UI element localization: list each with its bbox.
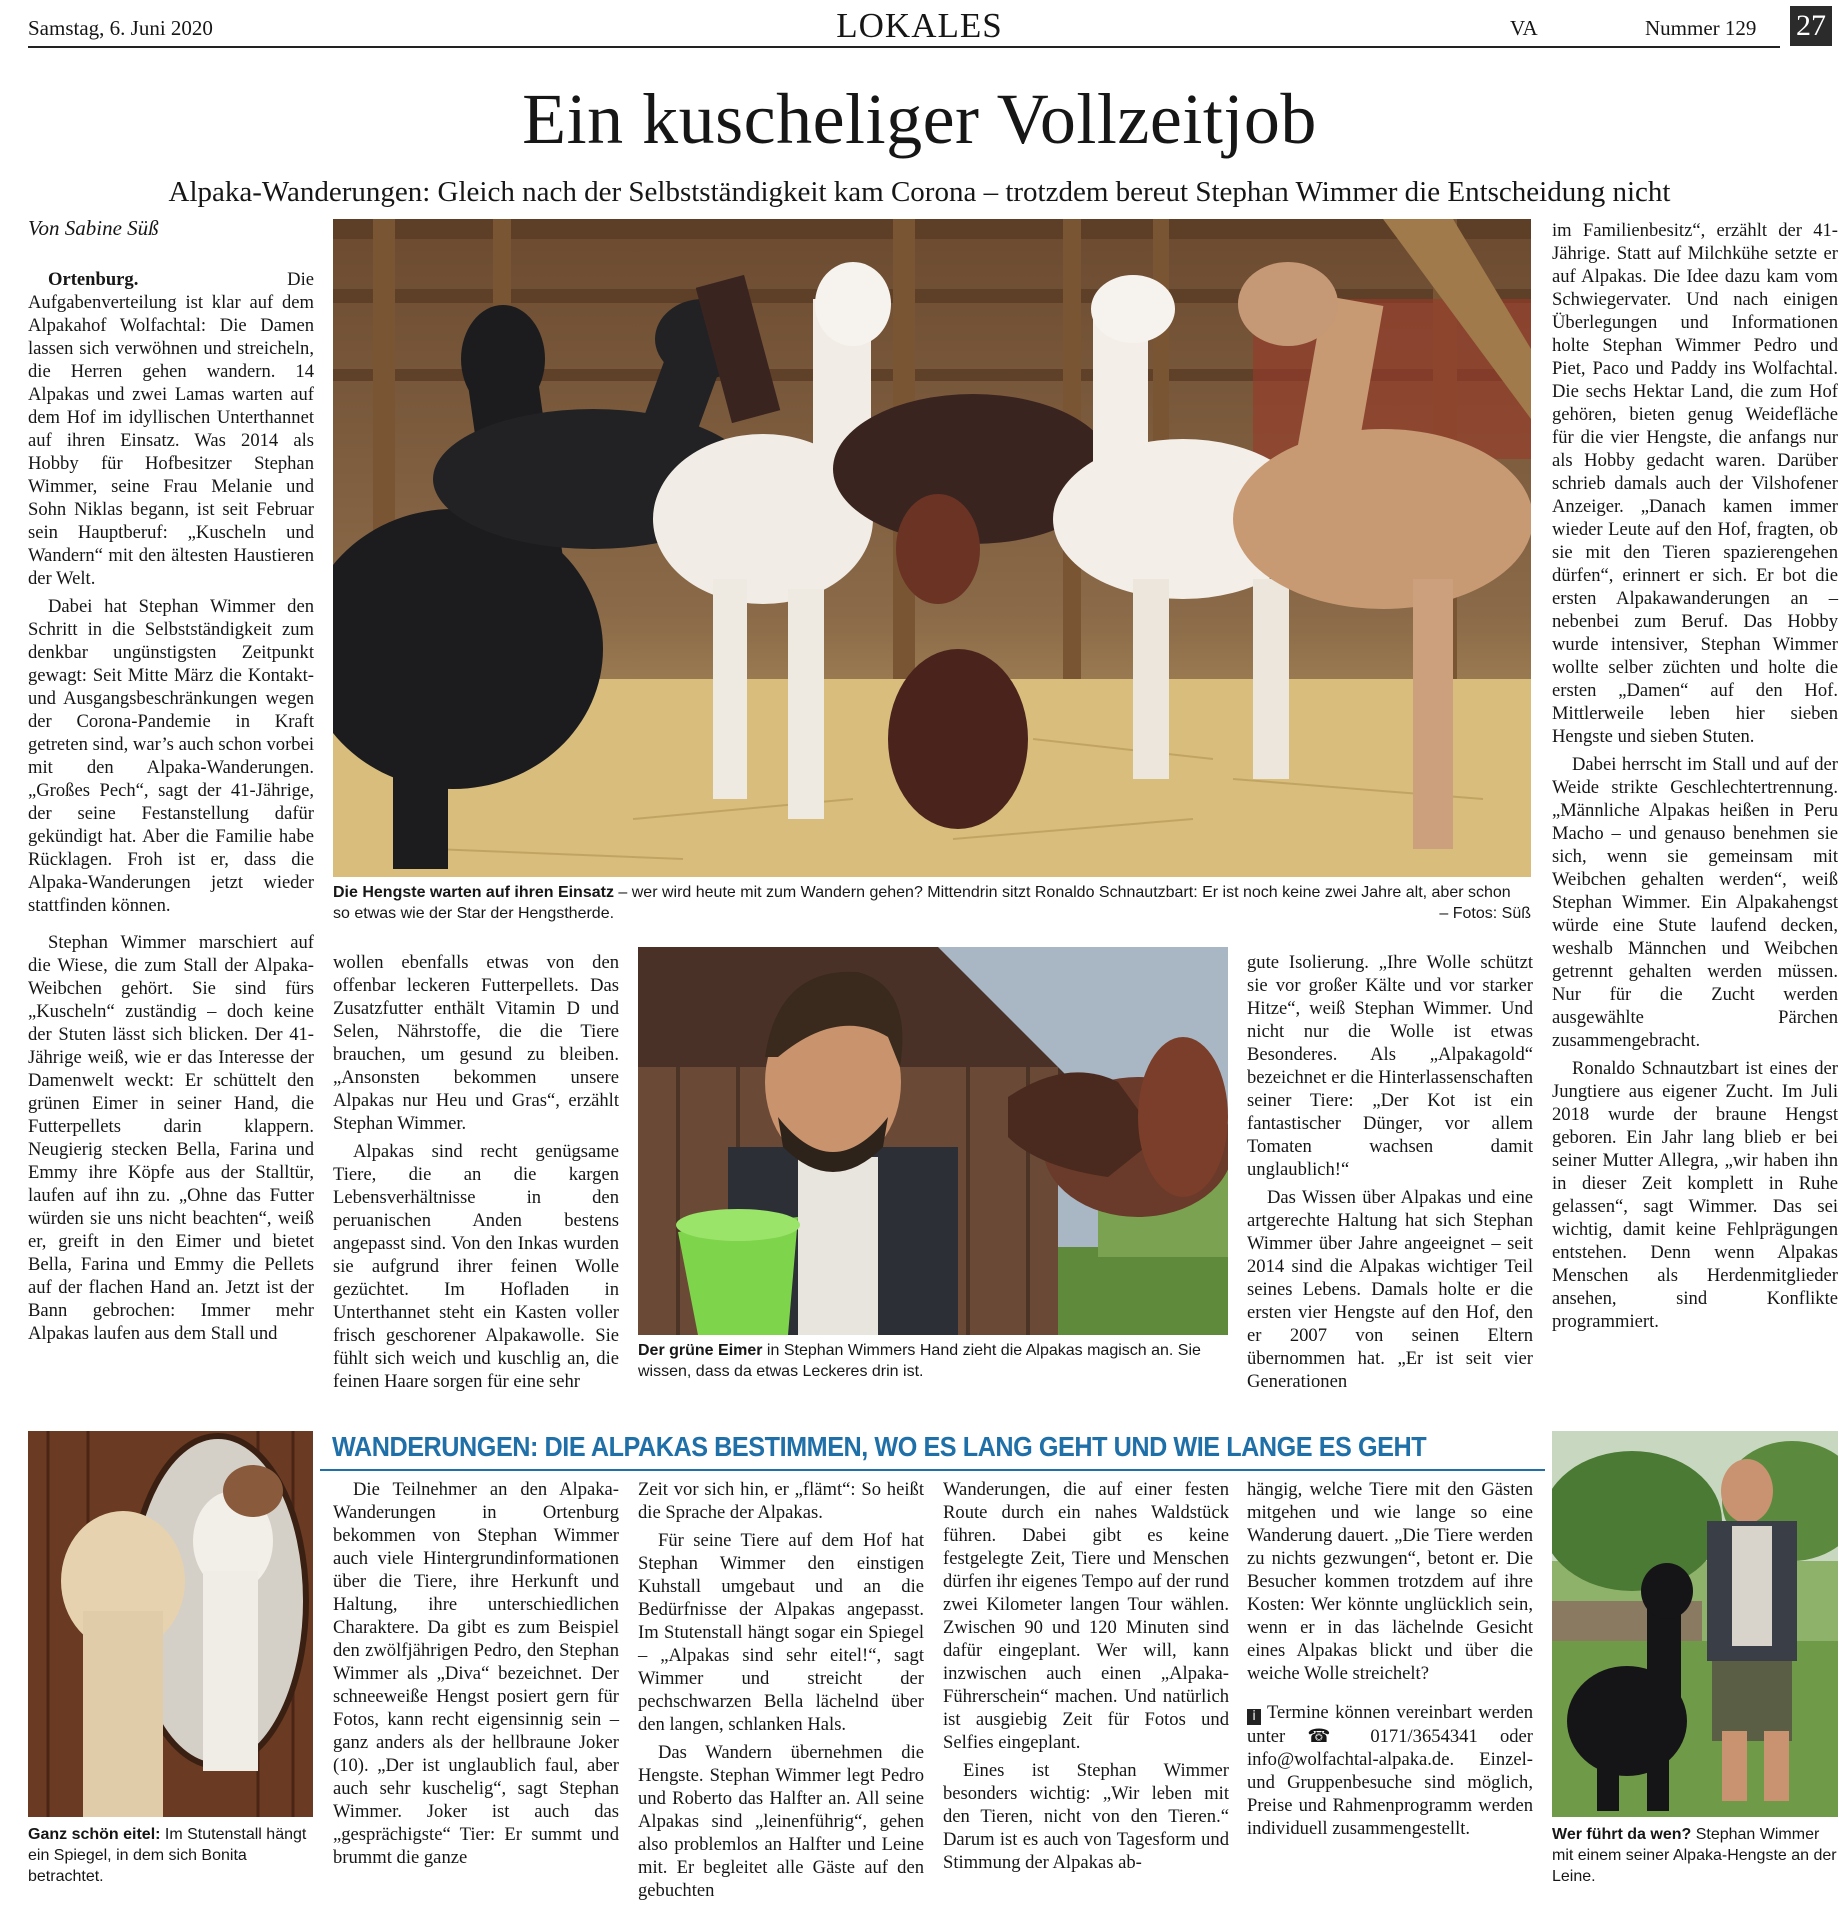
paragraph: Das Wissen über Alpakas und eine artgerechte Haltung hat sich Stephan Wimmer über Jahre angeeignet – seit 2014 sind die Alpakas wichtiger Teil seines Lebens. Damals holte er die ersten vier Hengste auf den Hof, den er 2007 von seinen Eltern übernommen hat. „Er ist seit vier Generationen — [1247, 1187, 1533, 1392]
paragraph: Eines ist Stephan Wimmer besonders wichtig: „Wir leben mit den Tieren, nicht von den Tieren.“ Darum ist es auch von Tagesform und Stimmung der Alpakas ab- — [943, 1760, 1229, 1873]
page-number: 27 — [1790, 6, 1832, 46]
main-photo-alpacas-barn — [333, 219, 1531, 877]
walk-photo-caption — [1552, 1824, 1838, 1887]
paragraph: Ronaldo Schnautzbart ist eines der Jungtiere aus eigener Zucht. Im Juli 2018 wurde der braune Hengst geboren. Ein Jahr lang blieb er bei seiner Mutter Allegra, „wir haben ihn in dieser Zeit komplett in Ruhe gelassen“, sagt Wimmer. Das sei wichtig, damit keine Fehlprägungen entstehen. Denn wenn Alpakas Menschen als Herdenmitglieder ansehen, sind Konflikte programmiert. — [1552, 1058, 1838, 1332]
info-icon: i — [1247, 1709, 1261, 1725]
issue-number: Nummer 129 — [1645, 16, 1757, 40]
paragraph: Alpakas sind recht genügsame Tiere, die an die kargen Lebensverhältnisse in den peruanischen Anden bestens angepasst sind. Von den Inkas wurden sie aufgrund ihrer feinen Wolle gezüchtet. Im Hofladen in Unterthannet steht ein Kasten voller frisch geschorener Alpakawolle. Sie fühlt sich weich und kuschlig an, die feinen Haare sorgen für eine sehr — [333, 1141, 619, 1392]
edition-label: VA — [1510, 16, 1538, 40]
walk-photo — [1552, 1431, 1838, 1817]
mirror-photo-caption — [28, 1824, 313, 1887]
article-column-4 — [1552, 219, 1838, 1333]
paragraph: Für seine Tiere auf dem Hof hat Stephan Wimmer den einstigen Kuhstall umgebaut und an die Bedürfnisse der Alpakas angepasst. Im Stutenstall hängt sogar ein Spiegel – „Alpakas sind sehr eitel!“, sagt Wimmer und streicht der pechschwarzen Bella lächelnd über den langen, schlanken Hals. — [638, 1530, 924, 1735]
paragraph: hängig, welche Tiere mit den Gästen mitgehen und wie lange so eine Wanderung dauert. „Die Tiere werden zu nichts gezwungen“, betont er. Die Besucher kommen trotzdem auf ihre Kosten: Wer könnte unglücklich sein, wenn er in das lächelnde Gesicht eines Alpakas blickt und über die weiche Wolle streichelt? — [1247, 1479, 1533, 1684]
photo-credit: – Fotos: Süß — [1439, 905, 1531, 922]
headline: Ein kuscheliger Vollzeitjob — [522, 79, 1317, 159]
paragraph: gute Isolierung. „Ihre Wolle schützt sie vor großer Kälte und vor starker Hitze“, weiß Stephan Wimmer. Und nicht nur die Wolle ist etwas Besonderes. Als „Alpakagold“ bezeichnet er die Hinterlassenschaften seiner Tiere: „Der Kot ist ein fantastischer Dünger, vor allem Tomaten wachsen damit unglaublich!“ — [1247, 952, 1533, 1180]
subheadline: Alpaka-Wanderungen: Gleich nach der Selbstständigkeit kam Corona – trotzdem bereut Stephan Wimmer die Entscheidung nicht — [168, 176, 1671, 208]
caption-text: in Stephan Wimmers Hand zieht die Alpakas magisch an. Sie wissen, dass da etwas Leckeres drin ist. — [638, 1342, 1201, 1380]
dateline: Ortenburg. — [48, 269, 139, 290]
box-title: WANDERUNGEN: DIE ALPAKAS BESTIMMEN, WO ES LANG GEHT UND WIE LANGE ES GEHT — [332, 1431, 1427, 1462]
paragraph: Dabei herrscht im Stall und auf der Weide strikte Geschlechtertrennung. „Männliche Alpakas heißen in Peru Macho – und genauso benehmen sie sich, wenn sie gemeinsam mit Weibchen gehalten werden“, weiß Stephan Wimmer. Ein Alpakahengst würde eine Stute laufend decken, weshalb Männchen und Weibchen getrennt gehalten werden müssen. Nur für die Zucht werden ausgewählte Pärchen zusammengebracht. — [1552, 754, 1838, 1051]
paragraph: Wanderungen, die auf einer festen Route durch ein nahes Waldstück führen. Dabei gibt es keine festgelegte Zeit, Tiere und Menschen dürfen ihr eigenes Tempo auf der rund zwei Kilometer langen Tour wählen. Zwischen 90 und 120 Minuten sind dafür eingeplant. Wer will, kann inzwischen auch einen „Alpaka-Führerschein“ machen. Und natürlich ist ausgiebig Zeit für Fotos und Selfies eingeplant. — [943, 1479, 1229, 1753]
article-column-3 — [1247, 951, 1533, 1393]
article-column-1 — [28, 268, 314, 1345]
box-column-1 — [333, 1478, 619, 1869]
caption-lead: Ganz schön eitel: — [28, 1826, 161, 1843]
bucket-photo — [638, 947, 1228, 1335]
box-title-rule — [320, 1469, 1545, 1471]
caption-text: Stephan Wimmer mit einem seiner Alpaka-Hengste an der Leine. — [1552, 1826, 1837, 1885]
paragraph: wollen ebenfalls etwas von den offenbar leckeren Futterpellets. Das Zusatzfutter enthält Vitamin D und Selen, Nährstoffe, die die Tiere brauchen, um gesund zu bleiben. „Ansonsten bekommen unsere Alpakas nur Heu und Gras“, erzählt Stephan Wimmer. — [333, 952, 619, 1134]
box-column-2 — [638, 1478, 924, 1902]
bucket-photo-caption — [638, 1340, 1228, 1382]
box-column-3 — [943, 1478, 1229, 1874]
paragraph: im Familienbesitz“, erzählt der 41-Jährige. Statt auf Milchkühe setzte er auf Alpakas. Die Idee dazu kam vom Schwiegervater. Und nach einigen Überlegungen und Informationen holte Stephan Wimmer Pedro und Piet, Paco und Paddy ins Wolfachtal. Die sechs Hektar Land, die zum Hof gehören, bieten genug Weidefläche für die vier Hengste, die anfangs nur als Hobby gedacht waren. Darüber schrieb damals auch der Vilshofener Anzeiger. „Danach kamen immer wieder Leute auf den Hof, fragten, ob sie mit den Tieren spazierengehen dürfen“, erinnert er sich. Er bot die ersten Alpakawanderungen an – nebenbei zum Beruf. Das Hobby wurde intensiver, Stephan Wimmer wollte selber züchten und holte die ersten „Damen“ auf den Hof. Mittlerweile leben hier sieben Hengste und sieben Stuten. — [1552, 220, 1838, 747]
caption-lead: Wer führt da wen? — [1552, 1826, 1692, 1843]
article-column-2 — [333, 951, 619, 1393]
phone-number: 0171/3654341 — [1370, 1726, 1478, 1747]
paragraph: Stephan Wimmer marschiert auf die Wiese, die zum Stall der Alpaka-Weibchen gehört. Sie sind fürs „Kuscheln“ zuständig – doch keine der Stuten lässt sich blicken. Der 41-Jährige weiß, wie er das Interesse der Damenwelt weckt: Er schüttelt den grünen Eimer in seiner Hand, die Futterpellets darin klappern. Neugierig stecken Bella, Farina und Emmy ihre Köpfe aus der Stalltür, laufen auf ihn zu. „Ohne das Futter würden sie uns nicht beachten“, weiß er, greift in den Eimer und bietet Bella, Farina und Emmy die Pellets auf der flachen Hand an. Jetzt ist der Bann gebrochen: Immer mehr Alpakas laufen aus dem Stall und — [28, 932, 314, 1344]
main-photo-caption — [333, 882, 1531, 924]
section-name: LOKALES — [836, 6, 1003, 45]
byline: Von Sabine Süß — [28, 216, 159, 240]
box-column-4 — [1247, 1478, 1533, 1840]
contact-info — [1247, 1701, 1533, 1840]
telephone-icon: ☎ — [1307, 1726, 1349, 1747]
caption-text: Im Stutenstall hängt ein Spiegel, in dem sich Bonita betrachtet. — [28, 1826, 307, 1885]
mirror-photo — [28, 1431, 313, 1817]
caption-text: – wer wird heute mit zum Wandern gehen? Mittendrin sitzt Ronaldo Schnautzbart: Er ist noch keine zwei Jahre alt, aber schon so etwas wie der Star der Hengstherde. — [333, 884, 1511, 922]
paragraph: Zeit vor sich hin, er „flämt“: So heißt die Sprache der Alpakas. — [638, 1479, 924, 1523]
paragraph: Die Aufgabenverteilung ist klar auf dem Alpakahof Wolfachtal: Die Damen lassen sich verwöhnen und streicheln, die Herren gehen wandern. 14 Alpakas und zwei Lamas warten auf dem Hof im idyllischen Unterthannet auf ihren Einsatz. Was 2014 als Hobby für Hofbesitzer Stephan Wimmer, seine Frau Melanie und Sohn Niklas begann, ist seit Februar sein Hauptberuf: „Kuscheln und Wandern“ mit den ältesten Haustieren der Welt. — [28, 269, 314, 589]
issue-date: Samstag, 6. Juni 2020 — [28, 16, 213, 40]
contact-text: Termine können vereinbart werden unter — [1247, 1702, 1533, 1747]
paragraph: Das Wandern übernehmen die Hengste. Stephan Wimmer legt Pedro und Roberto das Halfter an. All seine Alpakas sind „leinenführig“, gehen also problemlos an Halfter und Leine mit. Er begleitet alle Gäste auf den gebuchten — [638, 1742, 924, 1901]
caption-lead: Die Hengste warten auf ihren Einsatz — [333, 884, 614, 901]
caption-lead: Der grüne Eimer — [638, 1342, 763, 1359]
header-rule — [28, 46, 1780, 48]
paragraph: Die Teilnehmer an den Alpaka-Wanderungen in Ortenburg bekommen von Stephan Wimmer auch viele Hintergrundinformationen über die Tiere, ihre Herkunft und Haltung, ihre unterschiedlichen Charaktere. Da gibt es zum Beispiel den zwölfjährigen Pedro, den Stephan Wimmer als „Diva“ bezeichnet. Der schneeweiße Hengst posiert gern für Fotos, kann recht eigensinnig sein – ganz anders als der hellbraune Joker (10). „Der ist unglaublich faul, aber auch sehr kuschelig“, sagt Stephan Wimmer. Joker ist auch das „gesprächigste“ Tier: Er summt und brummt die ganze — [333, 1479, 619, 1868]
contact-text: oder info@wolfachtal-alpaka.de. Einzel- und Gruppenbesuche sind möglich, Preise und Rahmenprogramm werden individuell zusammengestellt. — [1247, 1726, 1533, 1839]
paragraph: Dabei hat Stephan Wimmer den Schritt in die Selbstständigkeit zum denkbar ungünstigsten Zeitpunkt gewagt: Seit Mitte März die Kontakt- und Ausgangsbeschränkungen wegen der Corona-Pandemie in Kraft getreten sind, war’s auch schon vorbei mit den Alpaka-Wanderungen. „Großes Pech“, sagt der 41-Jährige, der seine Festanstellung dafür gekündigt hat. Aber die Familie habe Rücklagen. Froh ist er, dass die Alpaka-Wanderungen jetzt wieder stattfinden können. — [28, 596, 314, 916]
